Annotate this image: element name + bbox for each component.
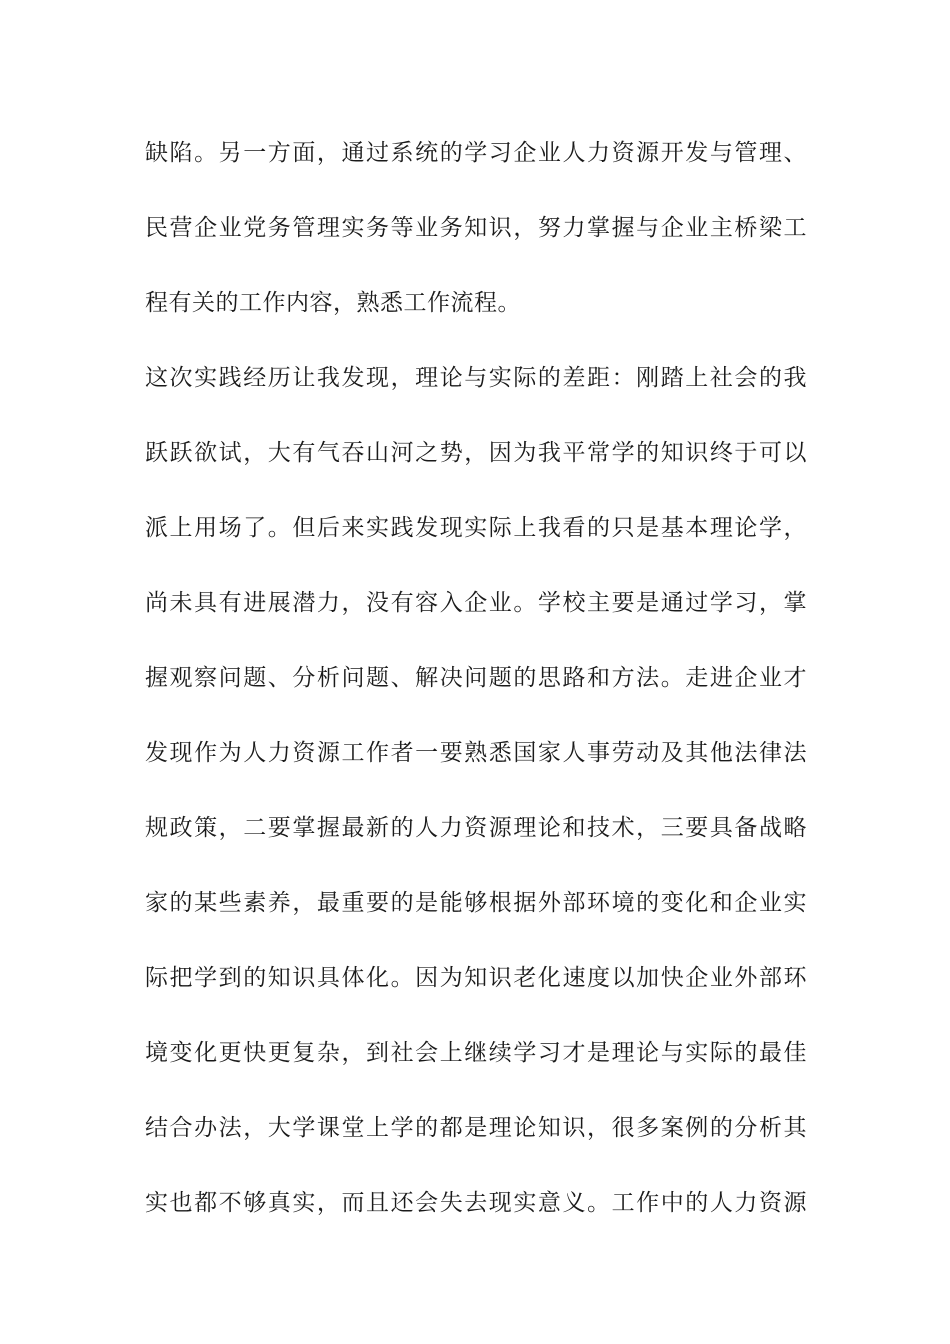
text-line: 这次实践经历让我发现，理论与实际的差距：刚踏上社会的我 xyxy=(145,365,807,391)
text-line: 尚未具有进展潜力，没有容入企业。学校主要是通过学习，掌 xyxy=(145,590,807,616)
text-line: 结合办法，大学课堂上学的都是理论知识，很多案例的分析其 xyxy=(145,1115,807,1141)
text-line: 家的某些素养，最重要的是能够根据外部环境的变化和企业实 xyxy=(145,890,807,916)
text-line: 程有关的工作内容，熟悉工作流程。 xyxy=(145,290,521,316)
text-line: 实也都不够真实，而且还会失去现实意义。工作中的人力资源 xyxy=(145,1190,807,1216)
body-text xyxy=(145,126,807,1251)
text-line: 规政策，二要掌握最新的人力资源理论和技术，三要具备战略 xyxy=(145,815,807,841)
text-line: 握观察问题、分析问题、解决问题的思路和方法。走进企业才 xyxy=(145,665,807,691)
text-line: 境变化更快更复杂，到社会上继续学习才是理论与实际的最佳 xyxy=(145,1040,807,1066)
text-line: 民营企业党务管理实务等业务知识，努力掌握与企业主桥梁工 xyxy=(145,215,807,241)
text-line: 发现作为人力资源工作者一要熟悉国家人事劳动及其他法律法 xyxy=(145,740,807,766)
text-line: 际把学到的知识具体化。因为知识老化速度以加快企业外部环 xyxy=(145,965,807,991)
text-line: 跃跃欲试，大有气吞山河之势，因为我平常学的知识终于可以 xyxy=(145,440,807,466)
text-line: 缺陷。另一方面，通过系统的学习企业人力资源开发与管理、 xyxy=(145,140,807,166)
text-line: 派上用场了。但后来实践发现实际上我看的只是基本理论学， xyxy=(145,515,807,541)
